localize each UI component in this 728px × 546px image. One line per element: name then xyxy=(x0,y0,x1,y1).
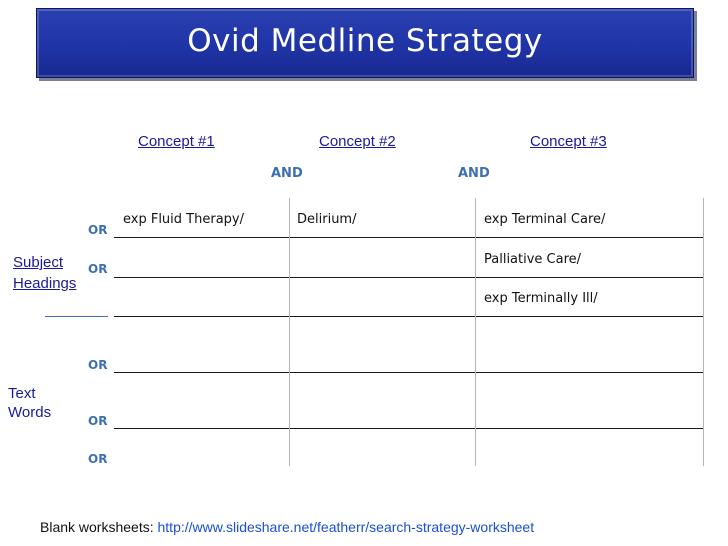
grid-rule xyxy=(114,428,704,429)
concept-3-term-2: Palliative Care/ xyxy=(484,252,582,267)
concept-2-heading: Concept #2 xyxy=(319,133,396,150)
concept-1-term: exp Fluid Therapy/ xyxy=(123,212,244,227)
concept-3-term-3: exp Terminally Ill/ xyxy=(484,291,598,306)
grid-rule xyxy=(114,372,704,373)
grid-divider xyxy=(703,198,704,466)
and-operator-1: AND xyxy=(271,166,303,181)
or-operator: OR xyxy=(88,223,108,237)
title-banner xyxy=(36,8,694,78)
search-strategy-grid xyxy=(114,198,704,466)
text-words-label-line1: Text xyxy=(8,385,36,402)
concept-3-heading: Concept #3 xyxy=(530,133,607,150)
subject-headings-label-line2: Headings xyxy=(13,275,77,292)
or-operator: OR xyxy=(88,414,108,428)
footer-note xyxy=(40,519,534,535)
text-words-label-line2: Words xyxy=(8,404,52,421)
grid-rule xyxy=(114,316,704,317)
concept-3-term-1: exp Terminal Care/ xyxy=(484,212,606,227)
grid-divider xyxy=(475,198,476,466)
or-operator: OR xyxy=(88,452,108,466)
concept-1-heading: Concept #1 xyxy=(138,133,215,150)
or-operator: OR xyxy=(88,358,108,372)
concept-2-term: Delirium/ xyxy=(297,212,357,227)
worksheet-link[interactable]: http://www.slideshare.net/featherr/search-strategy-worksheet xyxy=(157,519,535,535)
page-title: Ovid Medline Strategy xyxy=(187,23,543,59)
grid-divider xyxy=(289,198,290,466)
blank-entry-line xyxy=(45,316,108,317)
and-operator-2: AND xyxy=(458,166,490,181)
footer-label: Blank worksheets: xyxy=(40,519,158,535)
or-operator: OR xyxy=(88,262,108,276)
grid-rule xyxy=(114,237,704,238)
subject-headings-label-line1: Subject xyxy=(13,254,64,271)
grid-rule xyxy=(114,277,704,278)
